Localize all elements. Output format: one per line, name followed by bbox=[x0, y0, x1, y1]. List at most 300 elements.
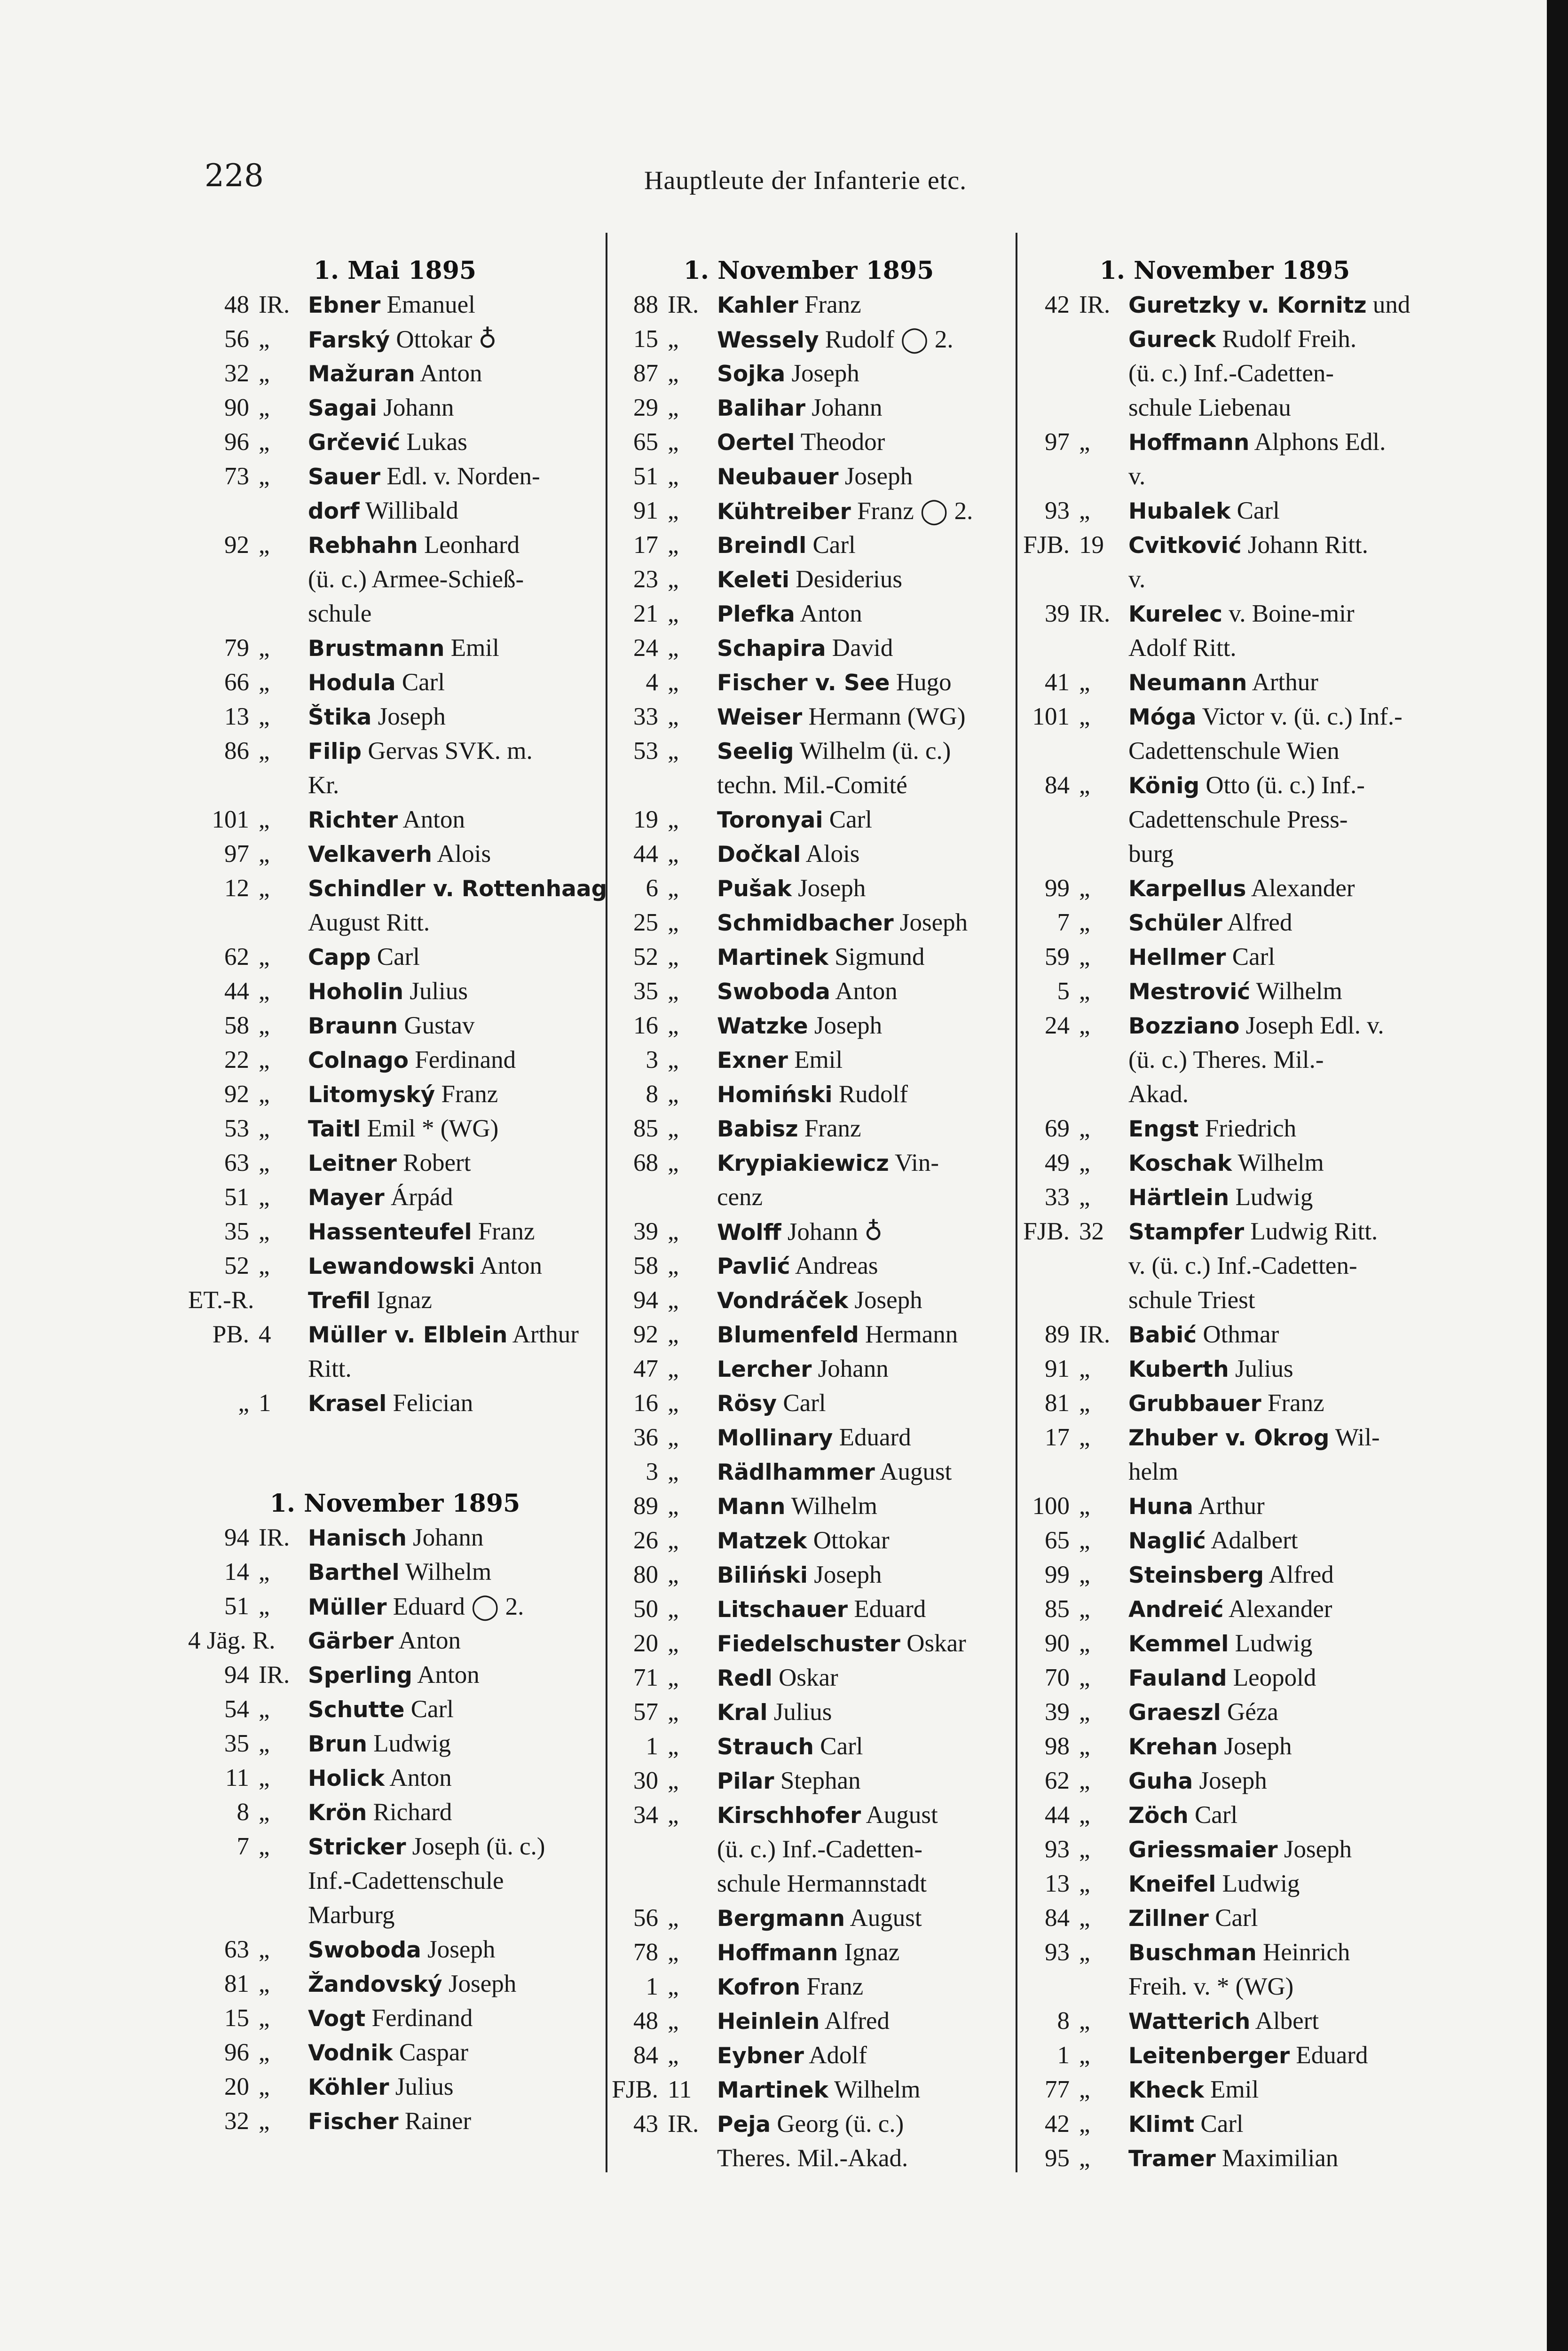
given-name: Inf.-Cadettenschule bbox=[308, 1867, 504, 1894]
given-name: (ü. c.) Theres. Mil.- bbox=[1128, 1046, 1324, 1073]
entry-name bbox=[717, 1526, 890, 1554]
given-name: Willibald bbox=[365, 497, 458, 524]
entry-name bbox=[717, 702, 965, 731]
given-name: Anton bbox=[417, 1661, 480, 1688]
regiment-marker: „ bbox=[1079, 428, 1090, 456]
surname: Karpellus bbox=[1128, 876, 1246, 902]
column-2 bbox=[607, 256, 1011, 2178]
list-item bbox=[197, 1867, 592, 1901]
entry-number: 32 bbox=[224, 360, 249, 387]
surname: Wolff bbox=[717, 1220, 781, 1246]
given-name: Julius bbox=[1235, 1355, 1293, 1382]
regiment-marker: „ bbox=[1079, 1733, 1090, 1760]
entry-name bbox=[308, 1558, 491, 1586]
entry-name bbox=[717, 1183, 763, 1211]
entry-name bbox=[308, 394, 454, 422]
list-item bbox=[607, 1698, 1011, 1732]
list-item bbox=[1018, 1423, 1432, 1458]
list-item bbox=[197, 1149, 592, 1183]
surname: Schindler v. Rottenhaag bbox=[308, 876, 607, 902]
entry-number: 3 bbox=[646, 1458, 658, 1485]
entry-name bbox=[308, 771, 339, 799]
given-name: August bbox=[850, 1904, 922, 1932]
surname: Hoffmann bbox=[717, 1940, 838, 1966]
given-name: Anton bbox=[800, 600, 862, 627]
surname: Babisz bbox=[717, 1116, 798, 1142]
entry-name bbox=[1128, 1320, 1279, 1349]
list-item bbox=[607, 1011, 1011, 1046]
list-item bbox=[607, 634, 1011, 668]
entry-name bbox=[717, 943, 925, 971]
entry-name bbox=[308, 2073, 453, 2101]
surname: dorf bbox=[308, 498, 360, 524]
entry-number: 100 bbox=[1032, 1492, 1070, 1520]
entry-number: 15 bbox=[633, 325, 658, 353]
regiment-marker: „ bbox=[259, 1730, 270, 1757]
entry-number: 54 bbox=[224, 1696, 249, 1723]
given-name: Franz bbox=[804, 1115, 861, 1142]
regiment-marker: 11 bbox=[668, 2076, 692, 2103]
entry-name bbox=[1128, 1492, 1265, 1520]
entry-number: 26 bbox=[633, 1527, 658, 1554]
regiment-marker: „ bbox=[668, 325, 679, 353]
list-item bbox=[1018, 1698, 1432, 1732]
surname: Rädlhammer bbox=[717, 1460, 875, 1485]
regiment-marker: „ bbox=[668, 1801, 679, 1829]
entry-name bbox=[308, 1592, 524, 1621]
entry-name bbox=[1128, 908, 1292, 937]
surname: Trefil bbox=[308, 1288, 370, 1314]
entry-name bbox=[308, 565, 524, 593]
entry-name bbox=[1128, 805, 1348, 834]
entry-number: 34 bbox=[633, 1801, 658, 1829]
regiment-marker: „ bbox=[1079, 2145, 1090, 2172]
regiment-marker: „ bbox=[259, 531, 270, 559]
entry-number: 65 bbox=[633, 428, 658, 456]
entry-number: 44 bbox=[224, 978, 249, 1005]
regiment-marker: „ bbox=[1079, 1939, 1090, 1966]
given-name: Rainer bbox=[404, 2107, 472, 2135]
section-heading: 1. Mai 1895 bbox=[313, 256, 477, 285]
page-number: 228 bbox=[205, 158, 264, 194]
surname: Vondráček bbox=[717, 1288, 849, 1314]
entry-number: 30 bbox=[633, 1767, 658, 1794]
given-name: Franz bbox=[441, 1081, 498, 1108]
given-name: Joseph bbox=[899, 909, 968, 936]
entry-number: 56 bbox=[633, 1904, 658, 1932]
given-name: Joseph bbox=[844, 463, 913, 490]
regiment-marker: IR. bbox=[668, 291, 699, 318]
regiment-marker: „ bbox=[668, 1081, 679, 1108]
given-name: Felician bbox=[393, 1389, 473, 1417]
list-item bbox=[197, 1798, 592, 1832]
surname: Hanisch bbox=[308, 1525, 407, 1551]
list-item bbox=[607, 1423, 1011, 1458]
given-name: Anton bbox=[480, 1252, 542, 1279]
entry-number: 22 bbox=[224, 1046, 249, 1073]
regiment-marker: „ bbox=[259, 463, 270, 490]
surname: Babić bbox=[1128, 1322, 1197, 1348]
given-name: Leonhard bbox=[424, 531, 520, 559]
regiment-marker: „ bbox=[668, 394, 679, 421]
list-item bbox=[197, 1183, 592, 1217]
surname: Koschak bbox=[1128, 1151, 1232, 1176]
entry-name bbox=[1128, 1629, 1313, 1657]
list-item bbox=[1018, 2075, 1432, 2110]
given-name: Heinrich bbox=[1262, 1939, 1350, 1966]
given-name: Akad. bbox=[1128, 1081, 1189, 1108]
regiment-marker: „ bbox=[668, 1904, 679, 1932]
given-name: Joseph bbox=[378, 703, 446, 730]
entry-number: 4 Jäg. R. bbox=[188, 1627, 276, 1654]
entry-name bbox=[308, 634, 499, 662]
entry-name bbox=[308, 1011, 475, 1040]
entry-name bbox=[717, 1080, 908, 1108]
entry-name bbox=[717, 1355, 889, 1383]
regiment-marker: IR. bbox=[1079, 600, 1111, 627]
surname: Zöch bbox=[1128, 1803, 1189, 1829]
given-name: Ludwig bbox=[1222, 1870, 1300, 1897]
surname: Graeszl bbox=[1128, 1700, 1221, 1726]
given-name: (ü. c.) Inf.-Cadetten- bbox=[717, 1836, 923, 1863]
list-item bbox=[607, 2007, 1011, 2041]
given-name: Joseph bbox=[814, 1012, 882, 1039]
entry-number: 89 bbox=[1045, 1321, 1070, 1348]
surname: Kral bbox=[717, 1700, 768, 1726]
surname: Sagai bbox=[308, 395, 378, 421]
list-item bbox=[1018, 1732, 1432, 1767]
list-item bbox=[607, 600, 1011, 634]
entry-number: 6 bbox=[646, 875, 658, 902]
entry-number: 59 bbox=[1045, 943, 1070, 970]
list-item bbox=[607, 1561, 1011, 1595]
given-name: Robert bbox=[403, 1149, 471, 1176]
surname: Köhler bbox=[308, 2075, 389, 2100]
list-item bbox=[1018, 874, 1432, 908]
entry-name bbox=[717, 1114, 861, 1143]
entry-name bbox=[1128, 840, 1174, 868]
list-item bbox=[197, 291, 592, 325]
entry-name bbox=[1128, 2075, 1259, 2104]
entry-number: 93 bbox=[1045, 1836, 1070, 1863]
regiment-marker: „ bbox=[1079, 772, 1090, 799]
list-item bbox=[197, 1011, 592, 1046]
given-name: Georg (ü. c.) bbox=[777, 2110, 904, 2138]
surname: Grčević bbox=[308, 430, 401, 456]
surname: Rösy bbox=[717, 1391, 777, 1417]
entry-name bbox=[717, 1492, 877, 1520]
surname: Bergmann bbox=[717, 1906, 845, 1932]
entry-name bbox=[1128, 428, 1386, 456]
regiment-marker: „ bbox=[259, 806, 270, 833]
regiment-marker: „ bbox=[668, 1321, 679, 1348]
list-item bbox=[607, 805, 1011, 840]
list-item bbox=[607, 1492, 1011, 1526]
entry-name bbox=[308, 805, 465, 834]
given-name: Wil- bbox=[1335, 1424, 1380, 1451]
entry-number: 43 bbox=[633, 2110, 658, 2138]
list-item bbox=[607, 1835, 1011, 1870]
regiment-marker: „ bbox=[1079, 497, 1090, 524]
regiment-marker: „ bbox=[668, 806, 679, 833]
entry-number: 8 bbox=[646, 1081, 658, 1108]
entry-number: 14 bbox=[224, 1558, 249, 1586]
surname: Schapira bbox=[717, 636, 826, 662]
entry-number: 91 bbox=[633, 497, 658, 524]
regiment-marker: „ bbox=[259, 1936, 270, 1963]
entry-name bbox=[308, 1252, 542, 1280]
given-name: Anton bbox=[419, 360, 482, 387]
list-item bbox=[197, 1114, 592, 1149]
list-item bbox=[1018, 908, 1432, 943]
surname: Krön bbox=[308, 1800, 367, 1826]
given-name: Joseph bbox=[791, 360, 859, 387]
surname: Klimt bbox=[1128, 2112, 1195, 2138]
list-item bbox=[197, 1592, 592, 1626]
entry-name bbox=[308, 1661, 480, 1689]
given-name: Anton bbox=[398, 1627, 461, 1654]
entry-name bbox=[1128, 1389, 1324, 1417]
entry-name bbox=[308, 2004, 473, 2032]
entry-number: 73 bbox=[224, 463, 249, 490]
entry-name bbox=[1128, 1114, 1296, 1143]
surname: Kühtreiber bbox=[717, 499, 851, 525]
given-name: Ottokar ♁ bbox=[396, 326, 497, 353]
entry-number: 20 bbox=[224, 2073, 249, 2100]
list-item bbox=[607, 1252, 1011, 1286]
given-name: Maximilian bbox=[1222, 2145, 1339, 2172]
regiment-marker: „ bbox=[259, 1081, 270, 1108]
entry-name bbox=[308, 462, 540, 490]
given-name: Carl bbox=[377, 943, 420, 970]
surname: Mann bbox=[717, 1494, 786, 1520]
given-name: Carl bbox=[402, 669, 445, 696]
entry-name bbox=[1128, 359, 1334, 387]
surname: Tramer bbox=[1128, 2146, 1216, 2172]
entry-name bbox=[1128, 2007, 1319, 2035]
surname: Dočkal bbox=[717, 842, 801, 868]
entry-number: 4 bbox=[646, 669, 658, 696]
given-name: Carl bbox=[820, 1733, 863, 1760]
list-item bbox=[1018, 943, 1432, 977]
list-item bbox=[1018, 1835, 1432, 1870]
entry-number: 1 bbox=[646, 1733, 658, 1760]
entry-name bbox=[717, 462, 913, 490]
list-item bbox=[607, 1355, 1011, 1389]
list-item bbox=[197, 908, 592, 943]
entry-number: 41 bbox=[1045, 669, 1070, 696]
surname: Eybner bbox=[717, 2043, 804, 2069]
entry-name bbox=[717, 1664, 838, 1692]
regiment-marker: 4 bbox=[259, 1321, 271, 1348]
given-name: cenz bbox=[717, 1183, 763, 1211]
entry-number: 97 bbox=[1045, 428, 1070, 456]
regiment-marker: „ bbox=[668, 2007, 679, 2035]
list-item bbox=[1018, 1492, 1432, 1526]
entry-number: 85 bbox=[1045, 1595, 1070, 1623]
entry-name bbox=[1128, 874, 1355, 902]
entry-number: 84 bbox=[1045, 1904, 1070, 1932]
entry-name bbox=[308, 325, 496, 354]
surname: Sperling bbox=[308, 1663, 412, 1688]
list-item bbox=[197, 771, 592, 805]
regiment-marker: „ bbox=[259, 1046, 270, 1073]
regiment-marker: „ bbox=[259, 2107, 270, 2135]
entry-name bbox=[717, 1835, 922, 1863]
entry-number: 68 bbox=[633, 1149, 658, 1176]
list-item bbox=[1018, 977, 1432, 1011]
entry-name bbox=[308, 908, 430, 937]
given-name: Johann ♁ bbox=[787, 1218, 883, 1246]
list-item bbox=[1018, 805, 1432, 840]
entry-name bbox=[717, 1629, 966, 1657]
given-name: August bbox=[880, 1458, 952, 1485]
list-item bbox=[1018, 1355, 1432, 1389]
entry-name bbox=[1128, 1423, 1380, 1452]
entry-name bbox=[717, 1320, 958, 1349]
surname: Colnago bbox=[308, 1048, 409, 1073]
surname: Martinek bbox=[717, 2077, 828, 2103]
entry-name bbox=[1128, 1801, 1237, 1829]
list-item bbox=[1018, 1114, 1432, 1149]
surname: Krehan bbox=[1128, 1734, 1218, 1760]
surname: Breindl bbox=[717, 533, 807, 559]
entry-name bbox=[717, 1938, 899, 1966]
list-item bbox=[1018, 1183, 1432, 1217]
entry-number: 35 bbox=[633, 978, 658, 1005]
list-item bbox=[197, 1764, 592, 1798]
entry-number: 94 bbox=[224, 1661, 249, 1688]
surname: Exner bbox=[717, 1048, 788, 1073]
list-item bbox=[607, 737, 1011, 771]
entry-name bbox=[717, 1767, 861, 1795]
entry-name bbox=[717, 2007, 890, 2035]
list-item bbox=[197, 394, 592, 428]
entry-number: 65 bbox=[1045, 1527, 1070, 1554]
list-item bbox=[1018, 1286, 1432, 1320]
regiment-marker: „ bbox=[259, 1593, 270, 1620]
given-name: Franz bbox=[806, 1973, 864, 2000]
regiment-marker: „ bbox=[259, 1252, 270, 1279]
regiment-marker: „ bbox=[668, 2042, 679, 2069]
list-item bbox=[1018, 2110, 1432, 2144]
regiment-marker: „ bbox=[668, 840, 679, 868]
regiment-marker: „ bbox=[259, 394, 270, 421]
list-item bbox=[607, 1183, 1011, 1217]
entry-number: 11 bbox=[225, 1764, 249, 1791]
entry-number: 51 bbox=[224, 1183, 249, 1211]
entry-name bbox=[308, 359, 482, 387]
given-name: Anton bbox=[402, 806, 465, 833]
given-name: Albert bbox=[1255, 2007, 1319, 2035]
given-name: Johann Ritt. bbox=[1247, 531, 1369, 559]
given-name: Franz ◯ 2. bbox=[857, 497, 973, 525]
list-item bbox=[197, 1320, 592, 1355]
entry-number: 93 bbox=[1045, 497, 1070, 524]
surname: Strauch bbox=[717, 1734, 814, 1760]
entry-number: 62 bbox=[1045, 1767, 1070, 1794]
entry-number: 56 bbox=[224, 325, 249, 353]
given-name: Eduard bbox=[839, 1424, 911, 1451]
entry-number: 63 bbox=[224, 1936, 249, 1963]
given-name: Ignaz bbox=[844, 1939, 900, 1966]
entry-number: 25 bbox=[633, 909, 658, 936]
list-item bbox=[1018, 771, 1432, 805]
entry-name bbox=[717, 428, 885, 456]
given-name: Wilhelm bbox=[1256, 978, 1342, 1005]
regiment-marker: „ bbox=[668, 737, 679, 765]
entry-number: 96 bbox=[224, 428, 249, 456]
entry-number: 71 bbox=[633, 1664, 658, 1691]
list-item bbox=[1018, 840, 1432, 874]
regiment-marker: „ bbox=[668, 1218, 679, 1245]
given-name: Joseph bbox=[854, 1286, 922, 1314]
given-name: Lukas bbox=[406, 428, 467, 456]
list-item bbox=[1018, 1080, 1432, 1114]
given-name: Ignaz bbox=[377, 1286, 432, 1314]
given-name: Carl bbox=[410, 1696, 454, 1723]
entry-number: 98 bbox=[1045, 1733, 1070, 1760]
list-item bbox=[197, 1389, 592, 1423]
entry-number: 33 bbox=[633, 703, 658, 730]
given-name: v. bbox=[1128, 566, 1146, 593]
entry-name bbox=[717, 668, 952, 696]
given-name: Ludwig bbox=[1235, 1183, 1313, 1211]
list-item bbox=[607, 1938, 1011, 1972]
surname: Homiński bbox=[717, 1082, 833, 1108]
regiment-marker: „ bbox=[259, 1696, 270, 1723]
list-item bbox=[197, 565, 592, 600]
list-item bbox=[1018, 1595, 1432, 1629]
entry-name bbox=[717, 497, 973, 525]
regiment-marker: „ bbox=[259, 1970, 270, 1997]
given-name: Franz bbox=[804, 291, 861, 318]
entry-name bbox=[717, 2041, 867, 2069]
regiment-marker: „ bbox=[668, 1767, 679, 1794]
surname: Wessely bbox=[717, 327, 819, 353]
entry-name bbox=[717, 634, 893, 662]
entry-name bbox=[1128, 1286, 1255, 1314]
entry-number: 48 bbox=[224, 291, 249, 318]
list-item bbox=[197, 1046, 592, 1080]
entry-name bbox=[717, 1870, 927, 1898]
given-name: Rudolf bbox=[838, 1081, 908, 1108]
given-name: Alphons Edl. bbox=[1254, 428, 1386, 456]
regiment-marker: „ bbox=[668, 1012, 679, 1039]
regiment-marker: „ bbox=[259, 634, 270, 662]
regiment-marker: „ bbox=[668, 1115, 679, 1142]
regiment-marker: „ bbox=[1079, 1492, 1090, 1520]
entry-number: 39 bbox=[1045, 600, 1070, 627]
entry-number: 58 bbox=[633, 1252, 658, 1279]
list-item bbox=[1018, 565, 1432, 600]
entry-name bbox=[308, 840, 491, 868]
list-item bbox=[607, 1320, 1011, 1355]
entry-name bbox=[308, 1217, 535, 1246]
list-item bbox=[1018, 394, 1432, 428]
surname: Steinsberg bbox=[1128, 1562, 1264, 1588]
entry-number: 70 bbox=[1045, 1664, 1070, 1691]
surname: Swoboda bbox=[308, 1937, 421, 1963]
surname: Stricker bbox=[308, 1834, 406, 1860]
regiment-marker: „ bbox=[1079, 1698, 1090, 1726]
entry-number: 85 bbox=[633, 1115, 658, 1142]
entry-name bbox=[1128, 1938, 1350, 1966]
list-item bbox=[197, 1935, 592, 1970]
given-name: Richard bbox=[373, 1799, 452, 1826]
list-item bbox=[197, 359, 592, 394]
given-name: Alfred bbox=[1227, 909, 1292, 936]
